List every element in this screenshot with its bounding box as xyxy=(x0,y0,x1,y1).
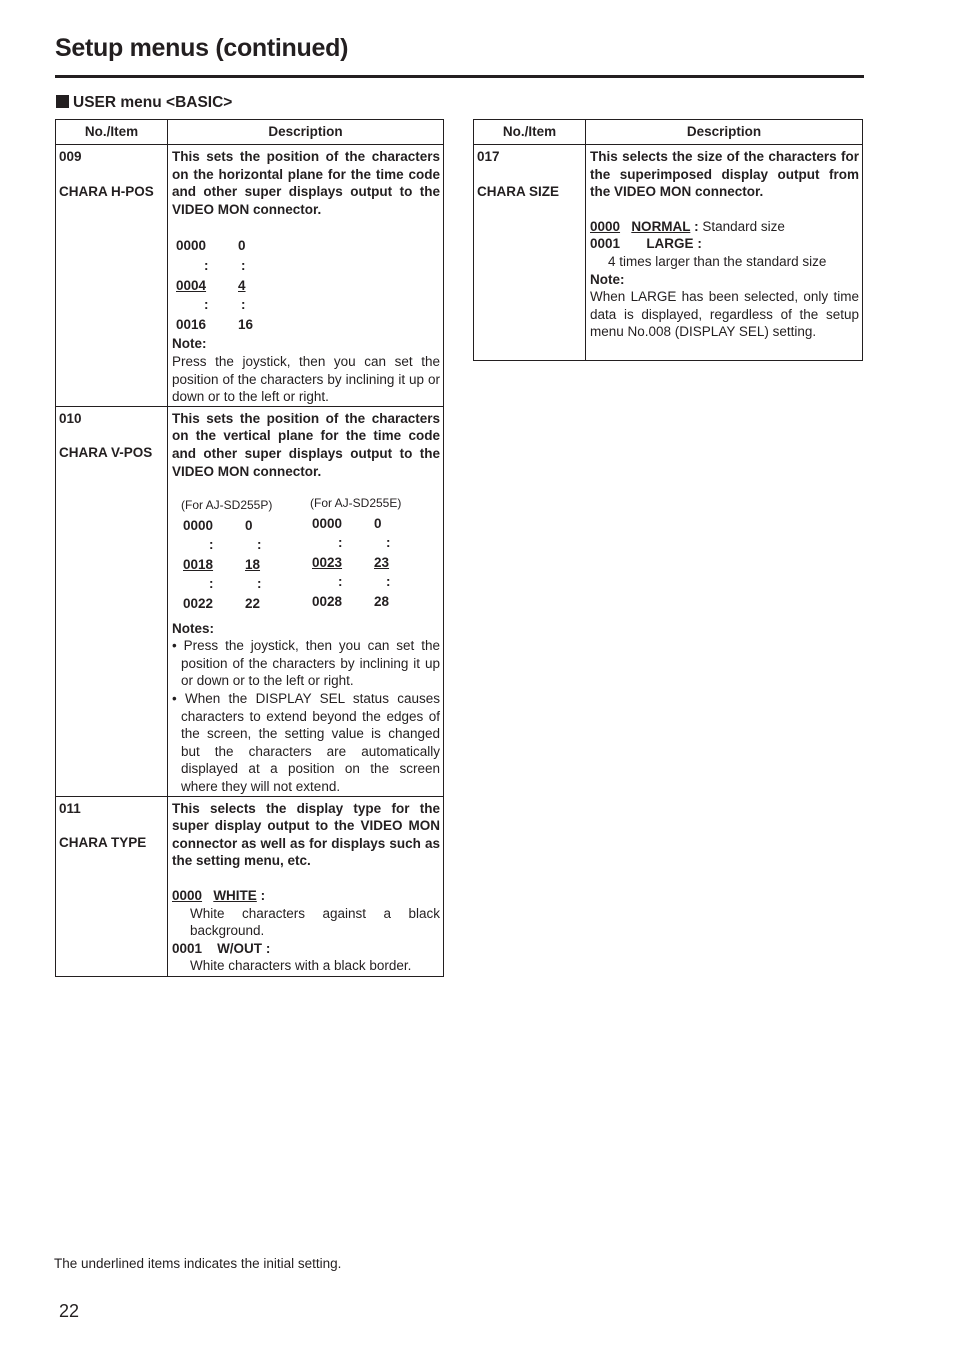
note-label: Note: xyxy=(172,336,207,352)
item-intro: This selects the size of the characters for the superimposed display output from the VIDEO MON connector. xyxy=(590,149,859,200)
item-number: 009 xyxy=(59,149,82,164)
value-column-e xyxy=(310,495,401,615)
value-number: : xyxy=(257,537,262,553)
value-list xyxy=(310,513,393,613)
header-no-item: No./Item xyxy=(474,120,586,145)
option-description: 4 times larger than the standard size xyxy=(608,253,827,269)
value-code: : xyxy=(204,297,209,313)
value-list xyxy=(174,235,255,335)
value-code: : xyxy=(204,257,209,273)
option-line: 0000 WHITE : xyxy=(172,887,266,903)
item-name: CHARA TYPE xyxy=(59,835,147,851)
value-number: : xyxy=(241,257,246,273)
title-rule xyxy=(55,75,864,78)
option-line: 0000 NORMAL : Standard size xyxy=(590,218,785,234)
value-number: : xyxy=(241,297,246,313)
option-description: Standard size xyxy=(702,218,785,234)
value-columns xyxy=(172,497,440,615)
value-code: 0028 xyxy=(312,594,343,610)
value-number: 16 xyxy=(238,316,254,332)
item-no-cell xyxy=(56,796,168,976)
option-code: 0000 xyxy=(590,218,621,234)
option-description: White characters with a black border. xyxy=(190,958,412,974)
item-name: CHARA H-POS xyxy=(59,183,154,199)
option-name: NORMAL xyxy=(631,218,691,234)
header-description: Description xyxy=(168,120,444,145)
value-code: 0022 xyxy=(183,596,214,612)
value-number: 23 xyxy=(374,554,390,570)
option-name: WHITE xyxy=(213,887,257,903)
value-list xyxy=(181,515,264,615)
item-intro: This sets the position of the characters on the vertical plane for the time code and other super displays output to the VIDEO MON connector. xyxy=(172,410,440,479)
option-code: 0001 xyxy=(590,236,621,252)
table-row xyxy=(56,145,444,407)
note-label: Note: xyxy=(590,271,625,287)
option-name: LARGE xyxy=(646,236,694,252)
header-description: Description xyxy=(586,120,863,145)
option-line: 0001 W/OUT : xyxy=(172,940,271,956)
model-label: (For AJ-SD255P) xyxy=(181,498,273,513)
item-description-cell xyxy=(168,406,444,796)
item-intro: This selects the display type for the super display output to the VIDEO MON connector as well as for displays such as the setting menu, etc. xyxy=(172,800,440,869)
item-name: CHARA SIZE xyxy=(477,183,560,199)
item-name: CHARA V-POS xyxy=(59,445,153,461)
value-number: : xyxy=(386,535,391,551)
value-code: 0004 xyxy=(176,277,207,293)
model-label: (For AJ-SD255E) xyxy=(310,496,402,511)
item-no-cell xyxy=(474,145,586,361)
item-number: 010 xyxy=(59,410,82,426)
value-number: 18 xyxy=(245,556,261,572)
section-heading xyxy=(56,94,232,112)
value-number: 0 xyxy=(238,238,246,254)
item-no-cell xyxy=(56,406,168,796)
item-description-cell xyxy=(168,796,444,976)
item-number: 017 xyxy=(477,149,500,164)
menu-table-right xyxy=(473,119,863,361)
option-description: White characters against a black background. xyxy=(190,905,440,939)
page-title: Setup menus (continued) xyxy=(55,34,349,62)
value-column-p xyxy=(181,497,310,615)
square-bullet-icon xyxy=(56,95,69,108)
value-number: : xyxy=(257,576,262,592)
value-number: : xyxy=(386,574,391,590)
value-code: 0000 xyxy=(312,515,343,531)
note-bullet: • Press the joystick, then you can set the position of the characters by inclining it up or down or to the left or right. xyxy=(172,638,440,689)
value-code: 0000 xyxy=(183,517,214,533)
value-number: 22 xyxy=(245,596,261,612)
notes-label: Notes: xyxy=(172,620,215,636)
item-description-cell xyxy=(586,145,863,361)
table-header-row xyxy=(56,120,444,145)
value-code: 0000 xyxy=(176,238,207,254)
value-number: 4 xyxy=(238,277,246,293)
item-description-cell xyxy=(168,145,444,407)
value-code: 0016 xyxy=(176,316,207,332)
page-number: 22 xyxy=(59,1301,80,1321)
table-row xyxy=(56,796,444,976)
header-no-item: No./Item xyxy=(56,120,168,145)
note-text: When LARGE has been selected, only time data is displayed, regardless of the setup menu No.008 (DISPLAY SEL) setting. xyxy=(590,289,859,340)
item-intro: This sets the position of the characters on the horizontal plane for the time code and other super displays output to the VIDEO MON connector. xyxy=(172,149,440,217)
value-code: : xyxy=(209,537,214,553)
value-code: : xyxy=(209,576,214,592)
value-number: 0 xyxy=(245,517,253,533)
note-bullet: • When the DISPLAY SEL status causes characters to extend beyond the edges of the screen, the setting value is changed but the characters are automatically displayed at a position on the screen where they will not extend. xyxy=(172,691,440,794)
item-no-cell xyxy=(56,145,168,407)
item-number: 011 xyxy=(59,800,81,816)
value-number: 28 xyxy=(374,594,390,610)
option-name: W/OUT xyxy=(217,940,263,956)
note-text: Press the joystick, then you can set the position of the characters by inclining it up or down or to the left or right. xyxy=(172,353,440,405)
value-code: : xyxy=(338,535,343,551)
option-code: 0000 xyxy=(172,887,203,903)
value-code: 0023 xyxy=(312,554,343,570)
value-code: : xyxy=(338,574,343,590)
value-code: 0018 xyxy=(183,556,214,572)
section-heading-text: USER menu <BASIC> xyxy=(73,94,233,111)
value-number: 0 xyxy=(374,515,382,531)
option-code: 0001 xyxy=(172,940,203,956)
footer-note: The underlined items indicates the initial setting. xyxy=(54,1256,342,1271)
table-row xyxy=(56,406,444,796)
menu-table-left xyxy=(55,119,444,977)
table-row xyxy=(474,145,863,361)
table-header-row xyxy=(474,120,863,145)
option-line: 0001 LARGE : xyxy=(590,236,702,252)
